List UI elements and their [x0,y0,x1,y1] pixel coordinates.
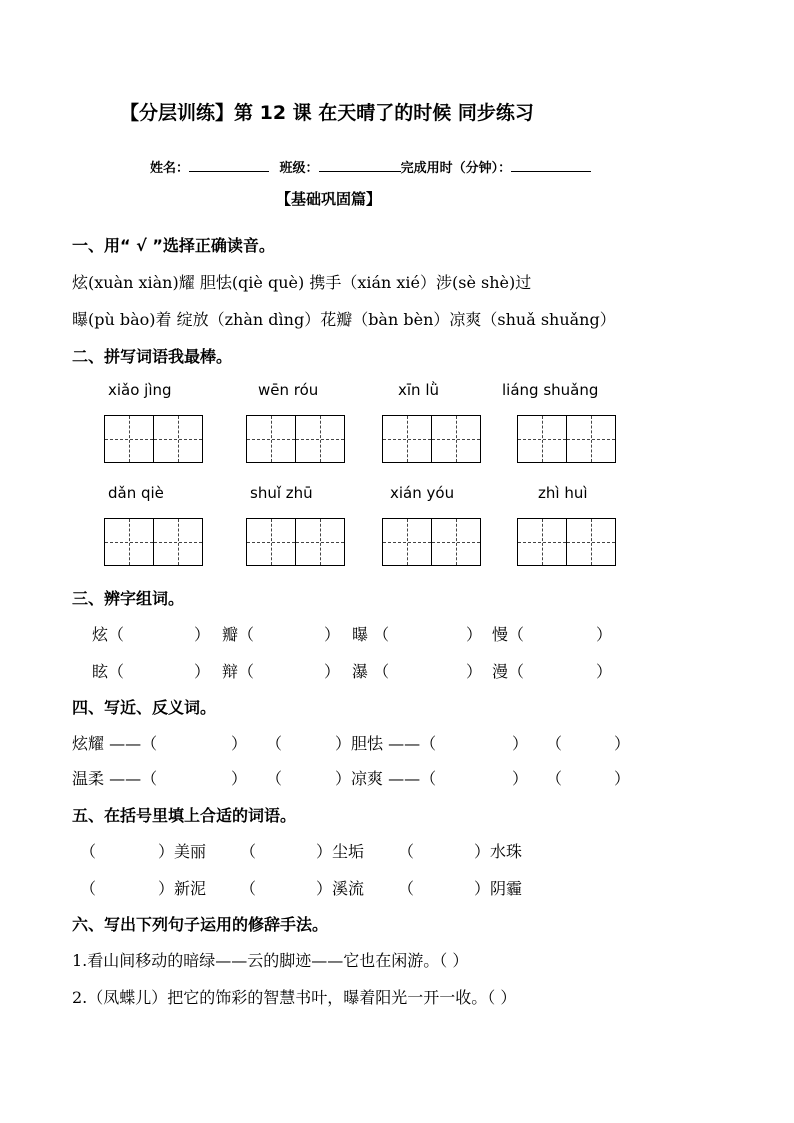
word-suffix: ）新泥 [158,879,207,898]
section-5-heading: 五、在括号里填上合适的词语。 [72,806,297,825]
word-suffix: ）水珠 [474,842,523,861]
writing-grid[interactable] [246,518,345,566]
char-prompt: 瓣（ [222,625,255,644]
grid-cell[interactable] [295,416,344,462]
open-paren: （ [398,842,415,861]
char-prompt: 慢（ [492,625,525,644]
grid-cell[interactable] [295,519,344,565]
class-label: 班级： [279,161,319,176]
open-paren: （ [266,734,283,753]
close-paren: ） [512,734,529,753]
grid-cell[interactable] [518,416,566,462]
section-6-heading: 六、写出下列句子运用的修辞手法。 [72,915,329,934]
grid-cell[interactable] [431,416,480,462]
grid-cell[interactable] [153,416,202,462]
section-2-heading: 二、拼写词语我最棒。 [72,347,233,366]
section-3-heading: 三、辨字组词。 [72,589,185,608]
section-subhead: 【基础巩固篇】 [276,190,382,208]
char-prompt: 曝 （ [352,625,390,644]
grid-cell[interactable] [518,519,566,565]
open-paren: （ [398,879,415,898]
class-blank[interactable] [319,159,401,172]
writing-grid[interactable] [382,518,481,566]
section-1-line-2: 曝(pù bào)着 绽放（zhàn dìng）花瓣（bàn bèn）凉爽（shuǎ shuǎng） [72,310,616,329]
section-1-line-1: 炫(xuàn xiàn)耀 胆怯(qiè què) 携手（xián xié）涉(sè shè)过 [72,273,532,292]
char-prompt: 漫（ [492,662,525,681]
open-paren: （ [80,842,97,861]
word-group-row [0,622,794,644]
char-prompt: 辩（ [222,662,255,681]
open-paren: （ [266,769,283,788]
open-paren: （ [240,879,257,898]
open-paren: （ [80,879,97,898]
grid-cell[interactable] [383,519,431,565]
fill-word-row [0,876,794,898]
writing-grid[interactable] [104,415,203,463]
close-paren: ） [614,769,631,788]
time-blank[interactable] [511,159,591,172]
pinyin-label: dǎn qiè [108,484,164,502]
open-paren: （ [546,734,563,753]
rhetoric-question-1: 1.看山间移动的暗绿——云的脚迹——它也在闲游。（ ） [72,951,469,970]
grid-cell[interactable] [153,519,202,565]
grid-cell[interactable] [105,416,153,462]
synonym-antonym-row [0,731,794,753]
pinyin-label: xiǎo jìng [108,381,172,399]
writing-grid[interactable] [517,518,616,566]
open-paren: （ [546,769,563,788]
synonym-antonym-row [0,766,794,788]
name-label: 姓名： [150,161,190,176]
writing-grid[interactable] [104,518,203,566]
worksheet-title: 【分层训练】第 12 课 在天晴了的时候 同步练习 [120,102,534,124]
section-4-heading: 四、写近、反义词。 [72,698,217,717]
close-paren: ） [512,769,529,788]
grid-cell[interactable] [247,519,295,565]
close-paren: ） [596,625,613,644]
grid-cell[interactable] [566,416,615,462]
word-prompt: ）胆怯 ——（ [335,734,437,753]
grid-cell[interactable] [566,519,615,565]
writing-grid[interactable] [246,415,345,463]
close-paren: ） [466,662,483,681]
rhetoric-question-2: 2.（凤蝶儿）把它的饰彩的智慧书叶，曝着阳光一开一收。（ ） [72,988,517,1007]
close-paren: ） [466,625,483,644]
word-prompt: ）凉爽 ——（ [335,769,437,788]
word-prompt: 温柔 ——（ [72,769,158,788]
pinyin-label: zhì huì [538,484,588,502]
fill-word-row [0,839,794,861]
pinyin-label: xīn lǜ [398,381,439,399]
word-suffix: ）阴霾 [474,879,523,898]
char-prompt: 眩（ [92,662,125,681]
close-paren: ） [194,625,211,644]
word-suffix: ）美丽 [158,842,207,861]
writing-grid[interactable] [382,415,481,463]
word-group-row [0,659,794,681]
pinyin-label: wēn róu [258,381,319,399]
pinyin-label: xián yóu [390,484,455,502]
close-paren: ） [614,734,631,753]
close-paren: ） [596,662,613,681]
grid-cell[interactable] [105,519,153,565]
open-paren: （ [240,842,257,861]
close-paren: ） [231,769,248,788]
grid-cell[interactable] [431,519,480,565]
close-paren: ） [324,625,341,644]
word-suffix: ）尘垢 [316,842,365,861]
char-prompt: 炫（ [92,625,125,644]
pinyin-label: liáng shuǎng [502,381,599,399]
close-paren: ） [324,662,341,681]
name-blank[interactable] [189,159,269,172]
word-suffix: ）溪流 [316,879,365,898]
grid-cell[interactable] [383,416,431,462]
close-paren: ） [194,662,211,681]
student-info-line [150,157,670,176]
time-label: 完成用时（分钟）： [400,161,512,176]
writing-grid[interactable] [517,415,616,463]
char-prompt: 瀑 （ [352,662,390,681]
pinyin-label: shuǐ zhū [250,484,313,502]
close-paren: ） [231,734,248,753]
word-prompt: 炫耀 ——（ [72,734,158,753]
grid-cell[interactable] [247,416,295,462]
section-1-heading: 一、用“ √ ”选择正确读音。 [72,236,275,255]
